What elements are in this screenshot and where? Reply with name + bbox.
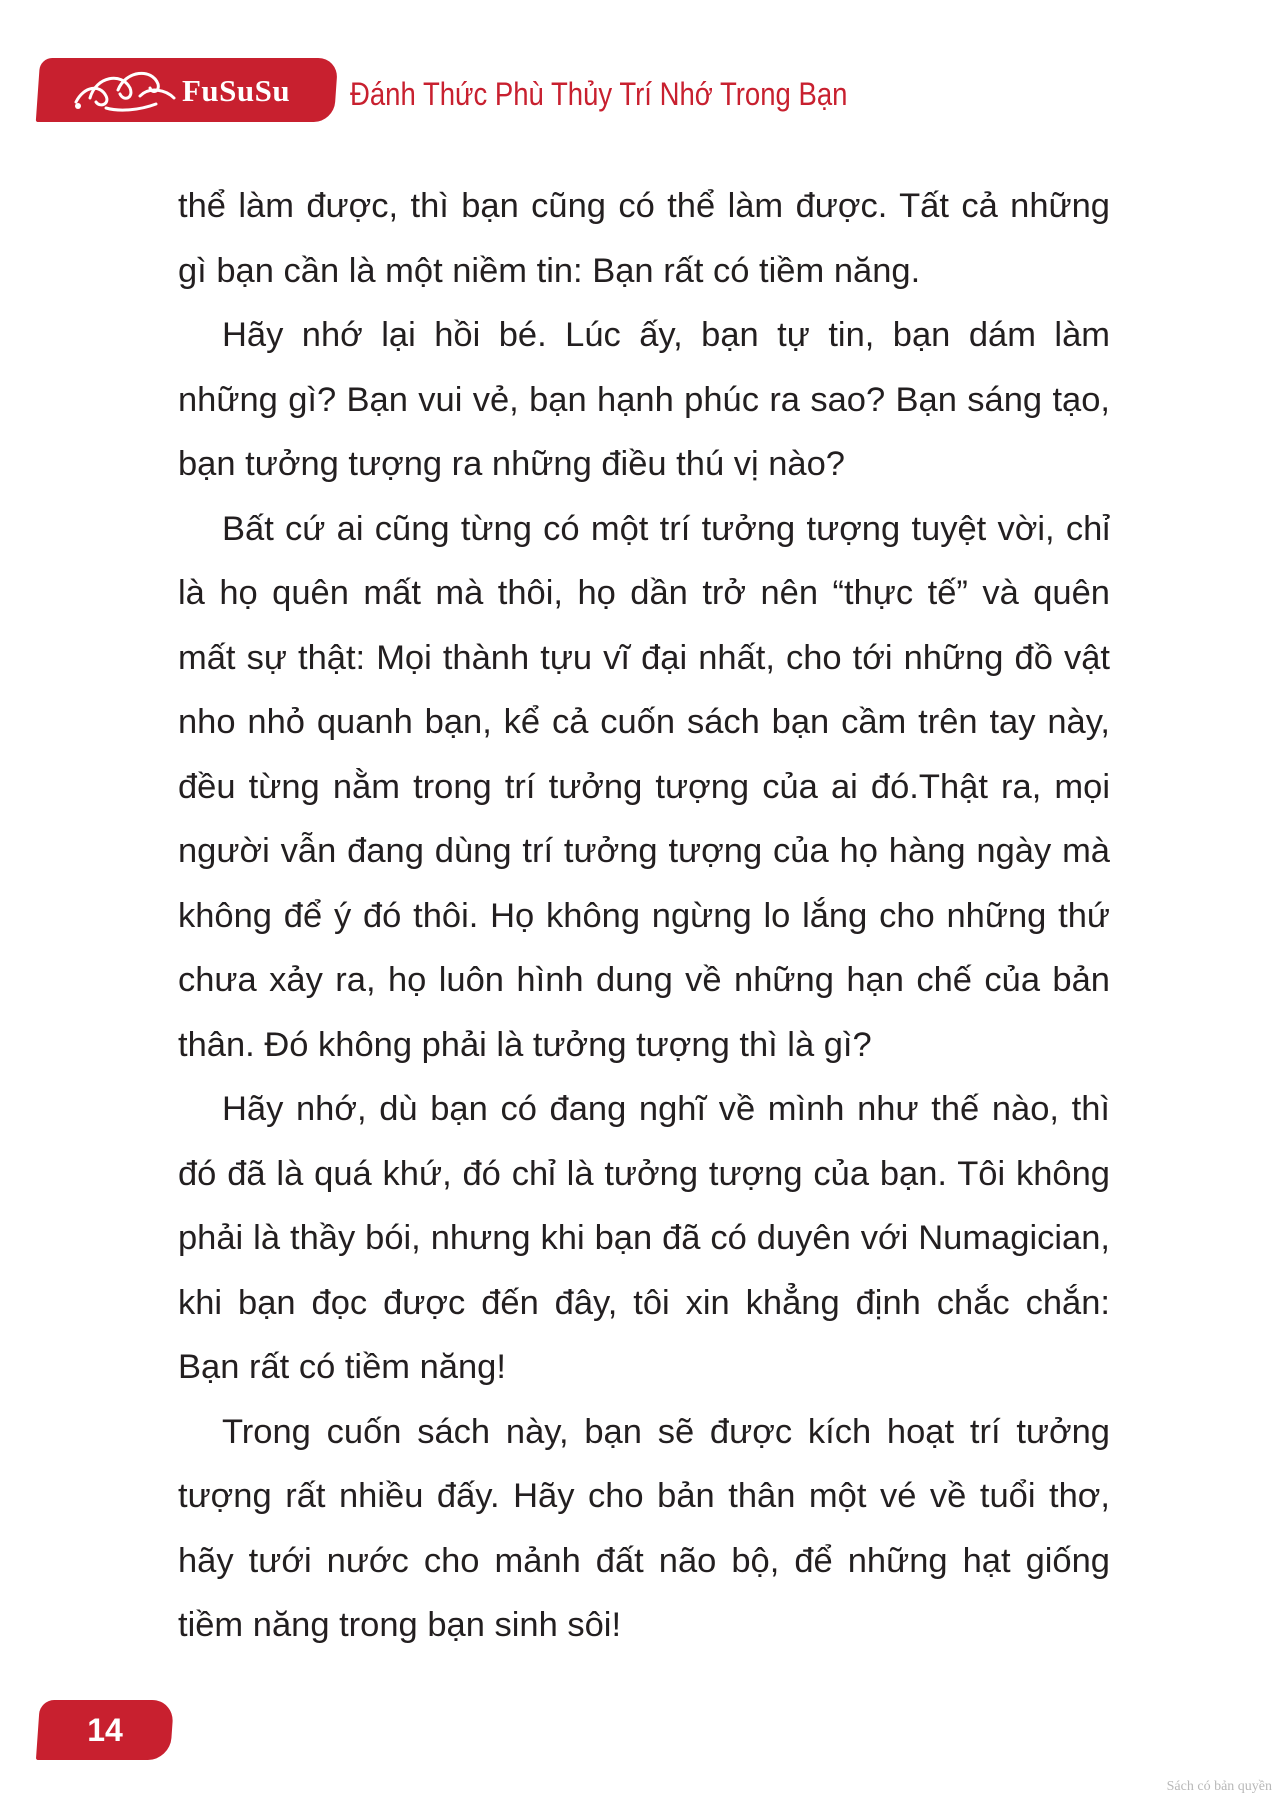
copyright-watermark: Sách có bản quyền [1166, 1779, 1272, 1794]
brand-logo-text: FuSuSu [182, 73, 291, 108]
paragraph: thể làm được, thì bạn cũng có thể làm được. Tất cả những gì bạn cần là một niềm tin: Bạn rất có tiềm năng. [178, 187, 1110, 290]
page-number: 14 [87, 1712, 123, 1748]
paragraph: Hãy nhớ, dù bạn có đang nghĩ về mình như thế nào, thì đó đã là quá khứ, đó chỉ là tưởng tượng của bạn. Tôi không phải là thầy bói, nhưng khi bạn đã có duyên với Numagician, khi bạn đọc được đến đây, tôi xin khẳng định chắc chắn: Bạn rất có tiềm năng! [178, 1090, 1110, 1386]
book-title: Đánh Thức Phù Thủy Trí Nhớ Trong Bạn [350, 76, 848, 112]
page-body [178, 174, 1110, 1658]
logo-swirl-ornament [70, 62, 180, 118]
paragraph: Hãy nhớ lại hồi bé. Lúc ấy, bạn tự tin, bạn dám làm những gì? Bạn vui vẻ, bạn hạnh phúc ra sao? Bạn sáng tạo, bạn tưởng tượng ra những điều thú vị nào? [178, 316, 1110, 483]
paragraph: Bất cứ ai cũng từng có một trí tưởng tượng tuyệt vời, chỉ là họ quên mất mà thôi, họ dần trở nên “thực tế” và quên mất sự thật: Mọi thành tựu vĩ đại nhất, cho tới những đồ vật nho nhỏ quanh bạn, kể cả cuốn sách bạn cầm trên tay này, đều từng nằm trong trí tưởng tượng của ai đó.Thật ra, mọi người vẫn đang dùng trí tưởng tượng của họ hàng ngày mà không để ý đó thôi. Họ không ngừng lo lắng cho những thứ chưa xảy ra, họ luôn hình dung về những hạn chế của bản thân. Đó không phải là tưởng tượng thì là gì? [178, 509, 1110, 1064]
paragraph: Trong cuốn sách này, bạn sẽ được kích hoạt trí tưởng tượng rất nhiều đấy. Hãy cho bản thân một vé về tuổi thơ, hãy tưới nước cho mảnh đất não bộ, để những hạt giống tiềm năng trong bạn sinh sôi! [178, 1412, 1110, 1644]
